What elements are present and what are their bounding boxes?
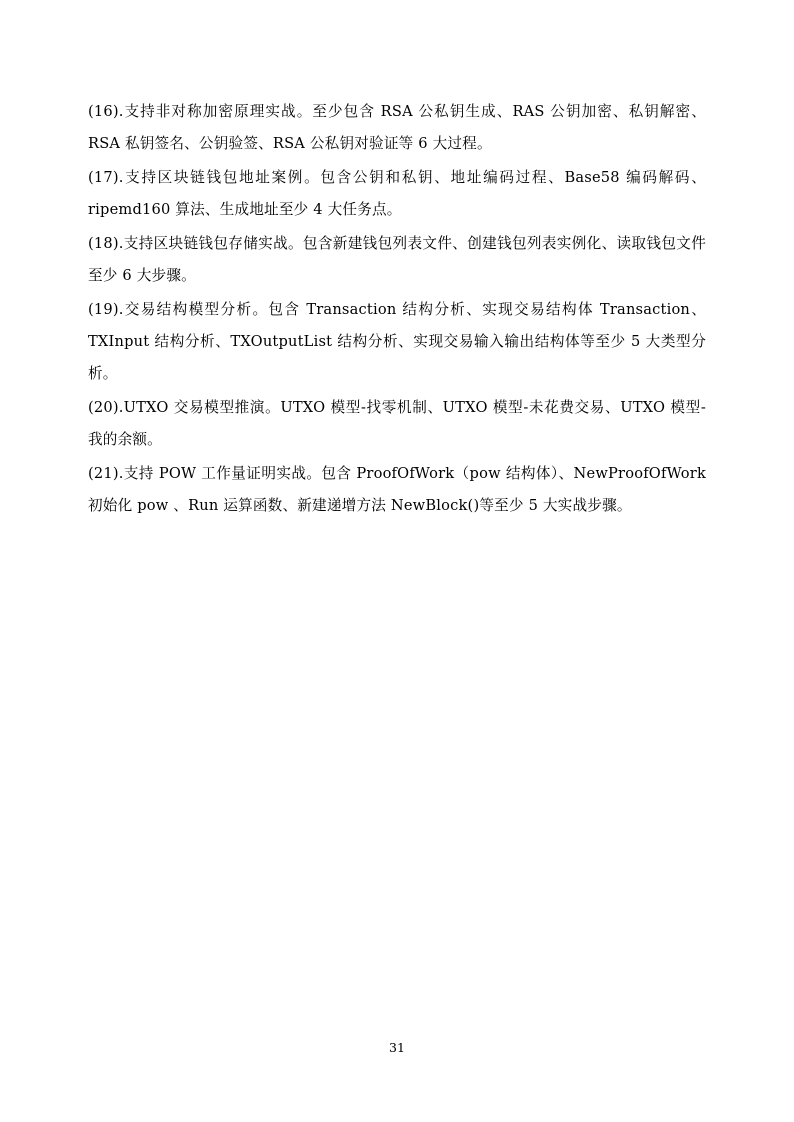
- paragraph-21: (21).支持 POW 工作量证明实战。包含 ProofOfWork（pow 结构体）、NewProofOfWork 初始化 pow 、Run 运算函数、新建递增方法 NewBlock()等至少 5 大实战步骤。: [88, 465, 706, 514]
- paragraph-16: (16).支持非对称加密原理实战。至少包含 RSA 公私钥生成、RAS 公钥加密、私钥解密、RSA 私钥签名、公钥验签、RSA 公私钥对验证等 6 大过程。: [88, 103, 706, 152]
- paragraph-19: (19).交易结构模型分析。包含 Transaction 结构分析、实现交易结构体 Transaction、TXInput 结构分析、TXOutputList 结构分析、实现交易输入输出结构体等至少 5 大类型分析。: [88, 301, 706, 382]
- paragraph-18: (18).支持区块链钱包存储实战。包含新建钱包列表文件、创建钱包列表实例化、读取钱包文件至少 6 大步骤。: [88, 235, 706, 284]
- paragraph-20: (20).UTXO 交易模型推演。UTXO 模型-找零机制、UTXO 模型-未花费交易、UTXO 模型-我的余额。: [88, 399, 706, 448]
- document-body: [88, 96, 706, 524]
- paragraph-17: (17).支持区块链钱包地址案例。包含公钥和私钥、地址编码过程、Base58 编码解码、ripemd160 算法、生成地址至少 4 大任务点。: [88, 169, 706, 218]
- page-number: 31: [389, 1040, 405, 1055]
